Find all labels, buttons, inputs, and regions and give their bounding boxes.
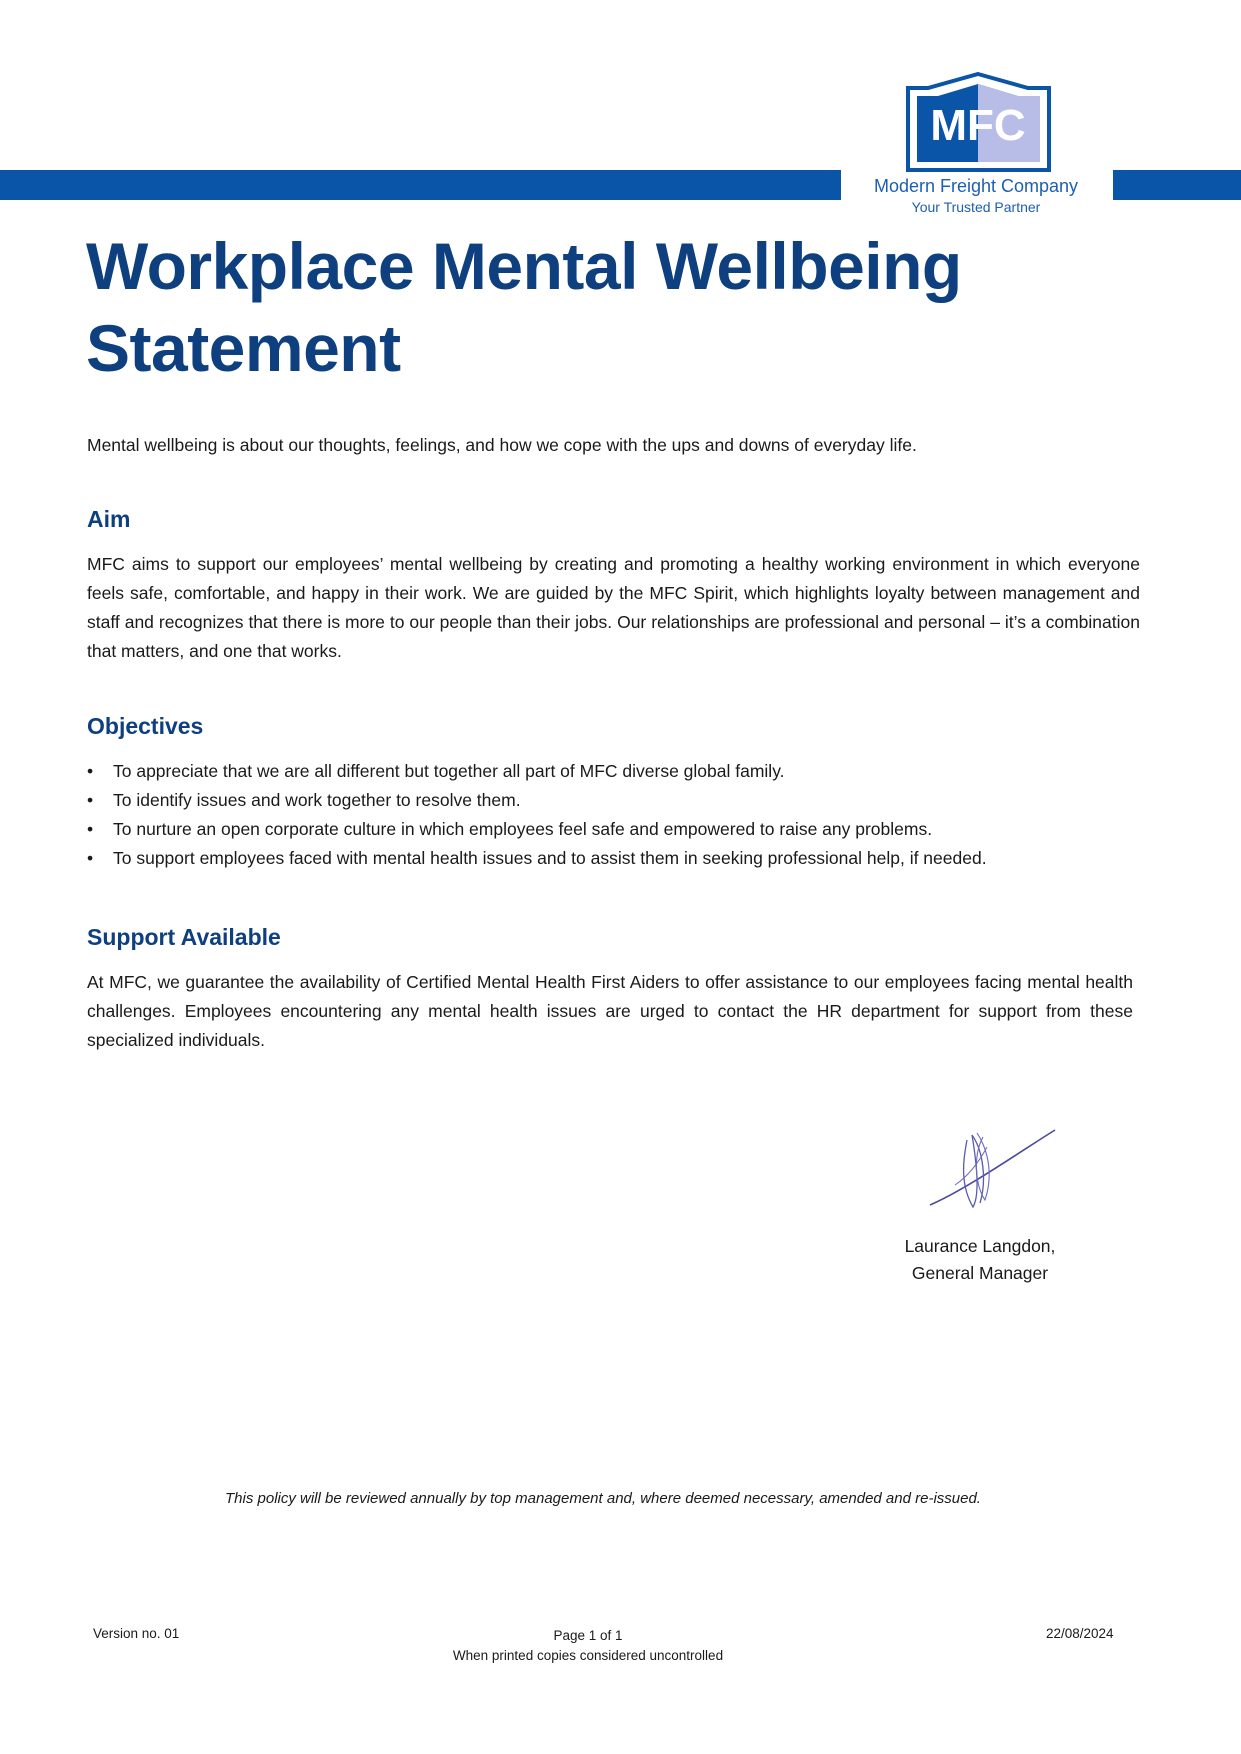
signatory-role: General Manager bbox=[911, 1263, 1049, 1283]
list-item bbox=[87, 844, 1147, 873]
signatory-block bbox=[880, 1233, 1080, 1287]
list-item bbox=[87, 757, 1147, 786]
header-band-right bbox=[1113, 170, 1241, 200]
header-band-left bbox=[0, 170, 841, 200]
footer-uncontrolled-note: When printed copies considered uncontrolled bbox=[452, 1648, 724, 1663]
footer-page-number: Page 1 of 1 bbox=[553, 1628, 623, 1643]
support-paragraph: At MFC, we guarantee the availability of Certified Mental Health First Aiders to offer assistance to our employees facing mental health challenges. Employees encountering any mental health issues are urged to contact the HR department for support from these specialized individuals. bbox=[87, 972, 1133, 1050]
objective-text: To nurture an open corporate culture in which employees feel safe and empowered to raise any problems. bbox=[113, 819, 933, 839]
page-title: Workplace Mental Wellbeing Statement bbox=[86, 229, 962, 385]
bullet-icon: • bbox=[87, 819, 94, 839]
bullet-icon: • bbox=[87, 848, 94, 868]
bullet-icon: • bbox=[87, 790, 94, 810]
aim-heading: Aim bbox=[87, 506, 131, 532]
objectives-list bbox=[87, 757, 1147, 873]
signature-image bbox=[925, 1115, 1060, 1220]
svg-text:MFC: MFC bbox=[930, 101, 1026, 150]
list-item bbox=[87, 815, 1147, 844]
company-tagline: Your Trusted Partner bbox=[911, 199, 1041, 215]
signatory-name: Laurance Langdon, bbox=[904, 1236, 1056, 1256]
company-name: Modern Freight Company bbox=[873, 176, 1079, 196]
objective-text: To appreciate that we are all different but together all part of MFC diverse global family. bbox=[113, 761, 785, 781]
intro-paragraph: Mental wellbeing is about our thoughts, feelings, and how we cope with the ups and downs of everyday life. bbox=[87, 435, 917, 455]
objective-text: To support employees faced with mental health issues and to assist them in seeking professional help, if needed. bbox=[113, 848, 987, 868]
company-logo bbox=[866, 72, 1086, 222]
review-note: This policy will be reviewed annually by top management and, where deemed necessary, amended and re-issued. bbox=[225, 1490, 981, 1507]
objective-text: To identify issues and work together to resolve them. bbox=[113, 790, 521, 810]
support-heading: Support Available bbox=[87, 924, 281, 950]
footer-page-block bbox=[388, 1626, 788, 1666]
footer-version: Version no. 01 bbox=[93, 1626, 180, 1641]
bullet-icon: • bbox=[87, 761, 94, 781]
mfc-logo-icon bbox=[906, 72, 1051, 172]
aim-paragraph: MFC aims to support our employees’ mental wellbeing by creating and promoting a healthy working environment in which everyone feels safe, comfortable, and happy in their work. We are guided by the MFC Spirit, which highlights loyalty between management and staff and recognizes that there is more to our people than their jobs. Our relationships are professional and personal – it’s a combination that matters, and one that works. bbox=[87, 554, 1140, 661]
objectives-heading: Objectives bbox=[87, 713, 204, 739]
footer-date: 22/08/2024 bbox=[1046, 1626, 1114, 1641]
list-item bbox=[87, 786, 1147, 815]
